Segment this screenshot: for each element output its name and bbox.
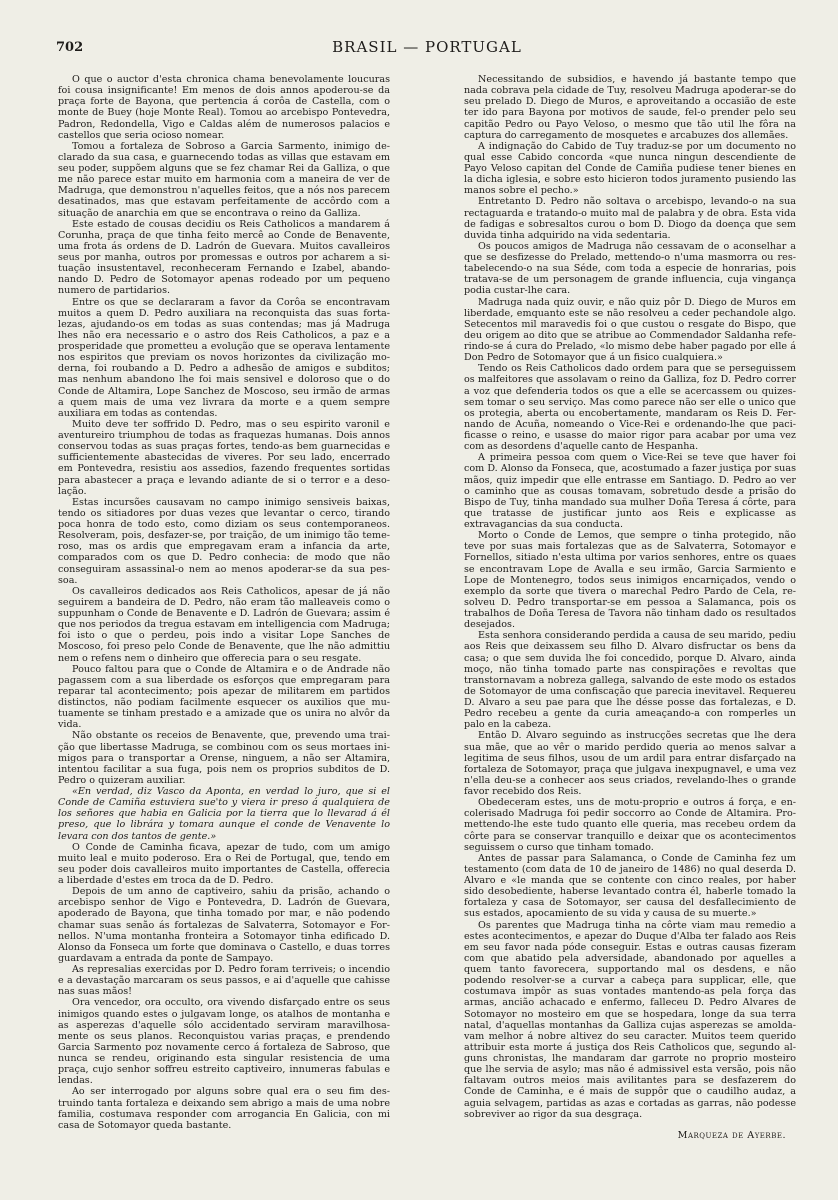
quotation-paragraph: «En verdad, diz Vasco da Aponta, en verdad lo juro, que si el Conde de Camiña estuviera sue'to y viera ir preso á qualquiera de los señores que habia en Galicia por la tierra que lo llevarad á él preso, que lo librára y tomara aunque el conde de Venavente lo levara con dos tantos de gente.» <box>58 786 390 842</box>
body-paragraph: Morto o Conde de Lemos, que sempre o tinha protegido, não teve por suas mais fortalezas que as de Salvaterra, Sotomayor e Fornellos, sitiado n'esta ultima por varios senhores, entre os quaes se encontravam Lope de Avalla e seu irmão, Garcia Sarmiento e Lope de Montenegro, todos seus inimigos encarniçados, vendo o exemplo da sorte que tivera o marechal Pedro Pardo de Cela, resolveu D. Pedro transportar-se em pessoa a Salamanca, pois os trabalhos de Doña Teresa de Tavora não tinham dado os resultados desejados. <box>464 530 796 631</box>
page-header <box>56 38 798 60</box>
body-paragraph: As represalias exercidas por D. Pedro foram terriveis; o incendio e a devastação marcaram os seus passos, e ai d'aquelle que cahisse nas suas mãos! <box>58 964 390 998</box>
body-paragraph: A indignação do Cabido de Tuy traduz-se por um documento no qual esse Cabido concorda «que nunca ningun descendiente de Payo Veloso capitan del Conde de Camiña pudiese tener bienes en la dicha iglesia, e sobre esto hicieron todos juramento pusiendo las manos sobre el pecho.» <box>464 140 796 197</box>
body-paragraph: Pouco faltou para que o Conde de Altamira e o de Andrade não pagassem com a sua liberdade os esforços que empregaram para reparar tal acontecimento; pois apezar de militarem em partidos distinctos, não podiam facilmente esquecer os auxilios que mutuamente se tinham prestado e a amizade que os unira no alvôr da vida. <box>58 663 390 731</box>
body-paragraph: Então D. Alvaro seguindo as instrucções secretas que lhe dera sua mãe, que ao vêr o marido perdido queria ao menos salvar a legitima de seus filhos, usou de um ardil para entrar disfarçado na fortaleza de Sotomayor, praça que julgava inexpugnavel, e uma vez n'ella deu-se a conhecer aos seus criados, revelando-lhes o grande favor recebido dos Reis. <box>464 730 796 797</box>
body-paragraph: O que o auctor d'esta chronica chama benevolamente loucuras foi cousa insignificante! Em menos de dois annos apoderou-se da praça forte de Bayona, que pertencia á corôa de Castella, com o monte de Buey (hoje Monte Real). Tomou ao arcebispo Pontevedra, Padron, Redondella, Vigo e Caldas além de numerosos palacios e castellos que seria ocioso nomear. <box>58 74 390 141</box>
body-paragraph: Depois de um anno de captiveiro, sahiu da prisão, achando o arcebispo senhor de Vigo e Pontevedra, D. Ladrón de Guevara, apoderado de Bayona, que tinha tomado por mar, e não podendo chamar suas senão ás fortalezas de Salvaterra, Sotomayor e Fornellos. N'uma montanha fronteira a Sotomayor tinha edificado D. Alonso da Fonseca um forte que dominava o Castello, e duas torres guardavam a entrada da ponte de Sampayo. <box>58 886 390 964</box>
body-paragraph: Esta senhora considerando perdida a causa de seu marido, pediu aos Reis que deixassem seu filho D. Alvaro disfructar os bens da casa; o que sem duvida lhe foi concedido, porque D. Alvaro, ainda moço, não tinha tomado parte nas conspirações e revoltas que transtornavam a nobreza gallega, salvando de este modo os estados de Sotomayor de uma confiscação que parecia inevitavel. Requereu D. Alvaro a seu pae para que lhe désse posse das fortalezas, e D. Pedro recebeu a gente da curia ameaçando-a con romperles un palo en la cabeza. <box>464 630 796 731</box>
body-paragraph: Entretanto D. Pedro não soltava o arcebispo, levando-o na sua rectaguarda e tratando-o muito mal de palabra y de obra. Esta vida de fadigas e sobresaltos curou o bom D. Diogo da doença que sem duvida tinha adquirido na vida sedentaria. <box>464 196 796 241</box>
body-paragraph: Necessitando de subsidios, e havendo já bastante tempo que nada cobrava pela cidade de Tuy, resolveu Madruga apoderar-se do seu prelado D. Diego de Muros, e aproveitando a occasião de este ter ido para Bayona por motivos de saude, fel-o prender pelo seu capitão Pedro ou Payo Veloso, o mesmo que tão util lhe fôra na captura do carregamento de mosquetes e arcabuzes dos allemães. <box>464 74 796 141</box>
right-text-column <box>464 74 796 1182</box>
body-paragraph: Tomou a fortaleza de Sobroso a Garcia Sarmento, inimigo declarado da sua casa, e guarnecendo todas as villas que estavam em seu poder, suppõem alguns que se fez chamar Rei da Galliza, o que me não parece estar muito em harmonia com a maneira de ver de Madruga, que demonstrou n'aquelles feitos, que a nós nos parecem desatinados, mas que estavam perfeitamente de accôrdo com a situação de anarchia em que se encontrava o reino da Galliza. <box>58 140 390 219</box>
body-paragraph: Obedeceram estes, uns de motu-proprio e outros á força, e encolerisado Madruga foi pedir soccorro ao Conde de Altamira. Promettendo-lhe este tudo quanto elle queria, mas recebeu ordem da côrte para se conservar tranquillo e deixar que os acontecimentos seguissem o curso que tinham tomado. <box>464 797 796 853</box>
body-paragraph: Os cavalleiros dedicados aos Reis Catholicos, apesar de já não seguirem a bandeira de D. Pedro, não eram tão malleaveis como o suppunham o Conde de Benavente e D. Ladrón de Guevara; assim é que nos periodos da tregua estavam em intelligencia com Madruga; foi isto o que o perdeu, pois indo a visitar Lope Sanches de Moscoso, foi preso pelo Conde de Benavente, que lhe não admittiu nem o refens nem o dinheiro que offerecia para o seu resgate. <box>58 585 390 664</box>
body-paragraph: Os poucos amigos de Madruga não cessavam de o aconselhar a que se desfizesse do Prelado, mettendo-o n'uma masmorra ou restabelecendo-o na sua Séde, com toda a especie de honrarias, pois tratava-se de um personagem de grande influencia, cuja vingança podia custar-lhe cara. <box>464 240 796 297</box>
body-paragraph: Não obstante os receios de Benavente, que, prevendo uma traição que libertasse Madruga, se combinou com os seus mortaes inimigos para o transportar a Orense, ninguem, a não ser Altamira, intentou facilitar a sua fuga, pois nem os proprios subditos de D. Pedro o quizeram auxiliar. <box>58 730 390 786</box>
body-paragraph: Este estado de cousas decidiu os Reis Catholicos a mandarem á Corunha, praça de que tinha feito mercê ao Conde de Benavente, uma frota ás ordens de D. Ladrón de Guevara. Muitos cavalleiros seus por manha, outros por promessas e outros por acharem a situação insustentavel, reconheceram Fernando e Izabel, abandonando D. Pedro de Sotomayor apenas rodeado por um pequeno numero de partidarios. <box>58 218 390 297</box>
author-signature: Marqueza de Ayerbe. <box>677 1129 786 1141</box>
body-paragraph: Muito deve ter soffrido D. Pedro, mas o seu espirito varonil e aventureiro triumphou de todas as fraquezas humanas. Dois annos conservou todas as suas praças fortes, tendo-as bem guarnecidas e sufficientemente abastecidas de viveres. Por seu lado, encerrado em Pontevedra, resistiu aos assedios, fazendo frequentes sortidas para abastecer a praça e levando adiante de si o terror e a desolação. <box>58 418 390 497</box>
body-paragraph: Madruga nada quiz ouvir, e não quiz pôr D. Diego de Muros em liberdade, emquanto este se não resolveu a ceder pechandole algo. Setecentos mil maravedis foi o que custou o resgate do Bispo, que deu origem ao dito que se atribue ao Commendador Saldanha referindo-se á cura do Prelado, «lo mismo debe haber pagado por elle á Don Pedro de Sotomayor que á un fisico cualquiera.» <box>464 296 796 364</box>
body-paragraph: A primeira pessoa com quem o Vice-Rei se teve que haver foi com D. Alonso da Fonseca, que, acostumado a fazer justiça por suas mãos, quiz impedir que elle entrasse em Santiago. D. Pedro ao ver o caminho que as cousas tomavam, sobretudo desde a prisão do Bispo de Tuy, tinha mandado sua mulher Doña Teresa á côrte, para que tratasse de justificar junto aos Reis e explicasse as extravagancias da sua conducta. <box>464 452 796 530</box>
running-title: BRASIL — PORTUGAL <box>332 38 522 56</box>
body-paragraph: Ao ser interrogado por alguns sobre qual era o seu fim destruindo tanta fortaleza e deixando sem abrigo a mais de uma nobre familia, costumava responder com arrogancia En Galicia, con mi casa de Sotomayor queda bastante. <box>58 1086 390 1131</box>
body-paragraph: Antes de passar para Salamanca, o Conde de Caminha fez um testamento (com data de 10 de janeiro de 1486) no qual deserda D. Alvaro e «le manda que se contente con cinco reales, por haber sido desobediente, haberse levantado contra él, haberle tomado la fortaleza y casa de Sotomayor, ser causa del desfallecimiento de sus estados, apocamiento de su vida y causa de su muerte.» <box>464 852 796 920</box>
left-text-column <box>58 74 390 1182</box>
body-paragraph: Ora vencedor, ora occulto, ora vivendo disfarçado entre os seus inimigos quando estes o julgavam longe, os atalhos de montanha e as asperezas d'aquelle sólo accidentado serviram maravilhosamente os seus planos. Reconquistou varias praças, e prendendo Garcia Sarmento poz novamente cerco á fortaleza de Sabroso, que nunca se rendeu, originando esta singular resistencia de uma praça, cujo senhor soffreu estreito captiveiro, innumeras fabulas e lendas. <box>58 997 390 1087</box>
body-paragraph: Entre os que se declararam a favor da Corôa se encontravam muitos a quem D. Pedro auxiliara na reconquista das suas fortalezas, ajudando-os em todas as suas contendas; mas já Madruga lhes não era necessario e o astro dos Reis Catholicos, a paz e a prosperidade que prometteu a evolução que se operava lentamente nos espiritos que previam os novos horizontes da civilização moderna, foi roubando a D. Pedro a adhesão de amigos e subditos; mas nenhum abandono lhe foi mais sensivel e doloroso que o do Conde de Altamira, Lope Sanchez de Moscoso, seu irmão de armas a quem mais de uma vez livrara da morte e a quem sempre auxiliara em todas as contendas. <box>58 296 390 419</box>
body-paragraph: Tendo os Reis Catholicos dado ordem para que se perseguissem os malfeitores que assolavam o reino da Galliza, foz D. Pedro correr a voz que defenderia todos os que a elle se acercassem ou quizessem tomar o seu serviço. Mas como parece não ser elle o unico que os protegia, aberta ou encobertamente, mandaram os Reis D. Fernando de Acuña, nomeando o Vice-Rei e ordenando-lhe que pacificasse o reino, e usasse do maior rigor para acabar por uma vez com as desordens d'aquelle canto de Hespanha. <box>464 363 796 453</box>
page-number: 702 <box>56 40 84 55</box>
body-paragraph: Os parentes que Madruga tinha na côrte viam mau remedio a estes acontecimentos, e apezar do Duque d'Alba ter falado aos Reis em seu favor nada póde conseguir. Estas e outras causas fizeram com que abatido pela adversidade, abandonado por aquelles a quem tanto favorecera, supportando mal os desdens, e não podendo resolver-se a curvar a cabeça para supplicar, elle, que costumava impôr as suas vontades mantendo-as pela força das armas, ancião achacado e enfermo, falleceu D. Pedro Alvares de Sotomayor no mosteiro em que se hospedara, longe da sua terra natal, d'aquellas montanhas da Galliza cujas asperezas se amoldavam melhor á nobre altivez do seu caracter. Muitos teem querido attribuir esta morte á justiça dos Reis Catholicos que, segundo alguns chronistas, lhe mandaram dar garrote no proprio mosteiro que lhe servia de asylo; mas não é admissivel esta versão, pois não faltavam outros meios mais avilitantes para se desfazerem do Conde de Caminha, e é mais de suppôr que o caudilho audaz, a aguia selvagem, partidas as azas e cortadas as garras, não podesse sobreviver ao rigor da sua desgraça. <box>464 919 796 1120</box>
body-paragraph: O Conde de Caminha ficava, apezar de tudo, com um amigo muito leal e muito poderoso. Era o Rei de Portugal, que, tendo em seu poder dois cavalleiros muito importantes de Castella, offerecia a liberdade d'estes em troca da de D. Pedro. <box>58 841 390 886</box>
body-paragraph: Estas incursões causavam no campo inimigo sensiveis baixas, tendo os sitiadores por duas vezes que levantar o cerco, tirando poca honra de todo esto, como diziam os seus contemporaneos. Resolveram, pois, desfazer-se, por traição, de um inimigo tão temeroso, mas os ardis que empregavam eram a infancia da arte, comparados com os que D. Pedro conhecia: de modo que não conseguiram assassinal-o nem ao menos apoderar-se da sua pessoa. <box>58 496 390 586</box>
